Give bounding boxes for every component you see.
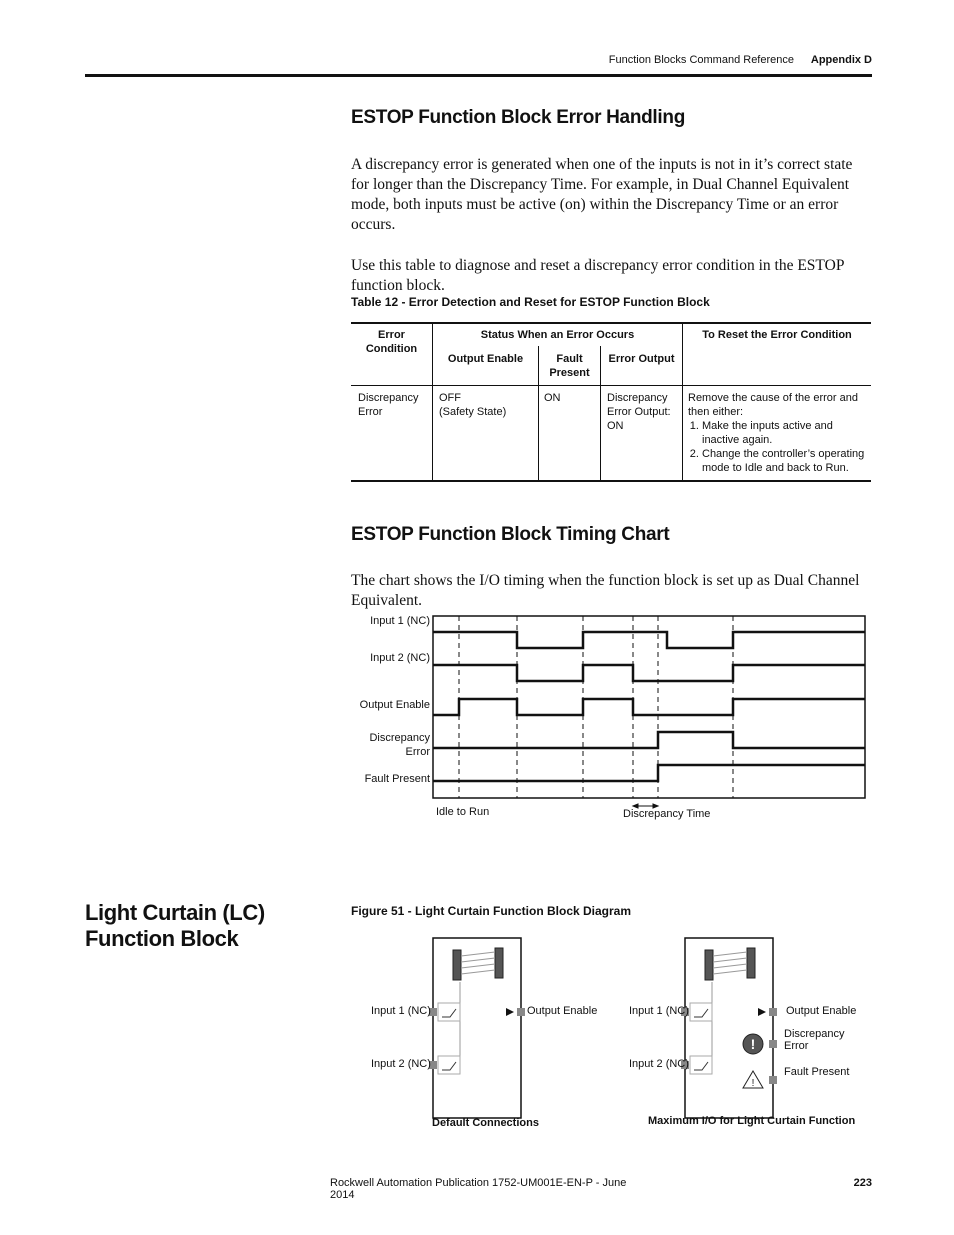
max-output-enable-label: Output Enable (786, 1005, 857, 1017)
default-input2-label: Input 2 (NC) (371, 1058, 431, 1070)
header-error-output: Error Output (608, 353, 675, 365)
table-col-divider (600, 346, 601, 481)
page-number: 223 (853, 1177, 872, 1189)
discrepancy-error-pin (769, 1040, 777, 1048)
cell-reset (688, 391, 866, 475)
table-col-divider (682, 322, 683, 481)
event-markers (459, 616, 733, 798)
signal-label-input2: Input 2 (NC) (370, 652, 430, 664)
table-col-divider (432, 322, 433, 481)
light-curtain-icon (705, 948, 755, 980)
signal-label-discrepancy-line2: Error (405, 746, 430, 758)
waveform-fault-present (433, 765, 865, 781)
signal-label-output-enable: Output Enable (359, 699, 430, 711)
annotation-discrepancy-time: Discrepancy Time (623, 808, 711, 820)
table-caption: Table 12 - Error Detection and Reset for ESTOP Function Block (351, 295, 710, 309)
input1-symbol-box (438, 1003, 460, 1021)
function-block-box (685, 938, 773, 1118)
footer-publication: Rockwell Automation Publication 1752-UM001E-EN-P - June 2014 (330, 1177, 627, 1201)
header-error-condition: Error Condition (365, 329, 418, 355)
waveform-input2 (433, 665, 865, 681)
header-rule (85, 74, 872, 77)
figure-caption: Figure 51 - Light Curtain Function Block Diagram (351, 904, 632, 918)
timing-chart (350, 610, 870, 830)
signal-label-fault-present: Fault Present (364, 773, 430, 785)
section-heading-light-curtain: Light Curtain (LC) Function Block (85, 900, 265, 951)
header-reset: To Reset the Error Condition (702, 329, 852, 341)
default-block-caption: Default Connections (432, 1117, 539, 1129)
timing-frame (433, 616, 865, 798)
lc-default-block-figure (360, 930, 598, 1140)
running-title: Function Blocks Command Reference (608, 54, 794, 66)
section-heading-timing-chart: ESTOP Function Block Timing Chart (351, 524, 670, 545)
cell-error-output: Discrepancy Error Output: ON (607, 392, 671, 432)
waveform-discrepancy-error (433, 732, 865, 748)
cell-fault-present: ON (544, 392, 561, 404)
max-input2-label: Input 2 (NC) (629, 1058, 689, 1070)
max-fault-present-label: Fault Present (784, 1066, 850, 1078)
timing-paragraph: The chart shows the I/O timing when the function block is set up as Dual Channel Equivalent. (351, 572, 860, 609)
header-output-enable: Output Enable (447, 353, 524, 365)
reset-intro: Remove the cause of the error and then either: (688, 392, 858, 418)
cell-output-enable (439, 391, 534, 419)
cell-error-condition: Discrepancy Error (358, 392, 419, 418)
signal-label-input1: Input 1 (NC) (370, 615, 430, 627)
input1-symbol-box (690, 1003, 712, 1021)
signal-label-discrepancy-line1: Discrepancy (369, 732, 430, 744)
default-input1-label: Input 1 (NC) (371, 1005, 431, 1017)
section-heading-error-handling: ESTOP Function Block Error Handling (351, 107, 686, 128)
output-enable-pin (769, 1008, 777, 1016)
warning-glyph: ! (751, 1078, 755, 1089)
reset-step: 1. Make the inputs active and inactive again. (702, 419, 866, 447)
output-arrow-icon (758, 1008, 766, 1016)
table-header-rule (351, 385, 871, 386)
timing-waveforms (350, 610, 870, 830)
header-status-group: Status When an Error Occurs (480, 329, 635, 341)
input2-symbol-box (438, 1056, 460, 1074)
exclamation-glyph: ! (750, 1036, 756, 1052)
header-fault-present: Fault Present (549, 353, 590, 379)
table-top-rule (351, 322, 871, 324)
reset-steps (688, 419, 866, 475)
lc-default-block-graphic (360, 930, 560, 1140)
error-table (351, 322, 871, 482)
error-paragraph-1: A discrepancy error is generated when one of the inputs is not in it’s correct state for longer than the Discrepancy Time. For example, in Dual Channel Equivalent mode, both inputs must be active (on) within the Discrepancy Time or an error occurs. (351, 156, 853, 233)
function-block-box (433, 938, 521, 1118)
cell-output-enable-line1: OFF (439, 392, 461, 404)
error-paragraph-2: Use this table to diagnose and reset a discrepancy error condition in the ESTOP function block. (351, 257, 844, 294)
waveform-input1 (433, 632, 865, 648)
cell-output-enable-line2: (Safety State) (439, 406, 507, 418)
default-output-enable-label: Output Enable (527, 1005, 598, 1017)
max-input1-label: Input 1 (NC) (629, 1005, 689, 1017)
light-curtain-icon (453, 948, 503, 980)
max-discrepancy-error-label: Discrepancy Error (784, 1028, 845, 1052)
annotation-idle-to-run: Idle to Run (436, 806, 490, 818)
table-bottom-rule (351, 480, 871, 482)
fault-present-pin (769, 1076, 777, 1084)
reset-step: 2. Change the controller’s operating mode to Idle and back to Run. (702, 447, 866, 475)
waveform-output-enable (433, 699, 865, 715)
lc-max-block-figure (620, 930, 870, 1140)
output-arrow-icon (506, 1008, 514, 1016)
appendix-label: Appendix D (810, 54, 872, 66)
input2-symbol-box (690, 1056, 712, 1074)
max-block-caption: Maximum I/O for Light Curtain Function (648, 1115, 856, 1127)
output-pin (517, 1008, 525, 1016)
